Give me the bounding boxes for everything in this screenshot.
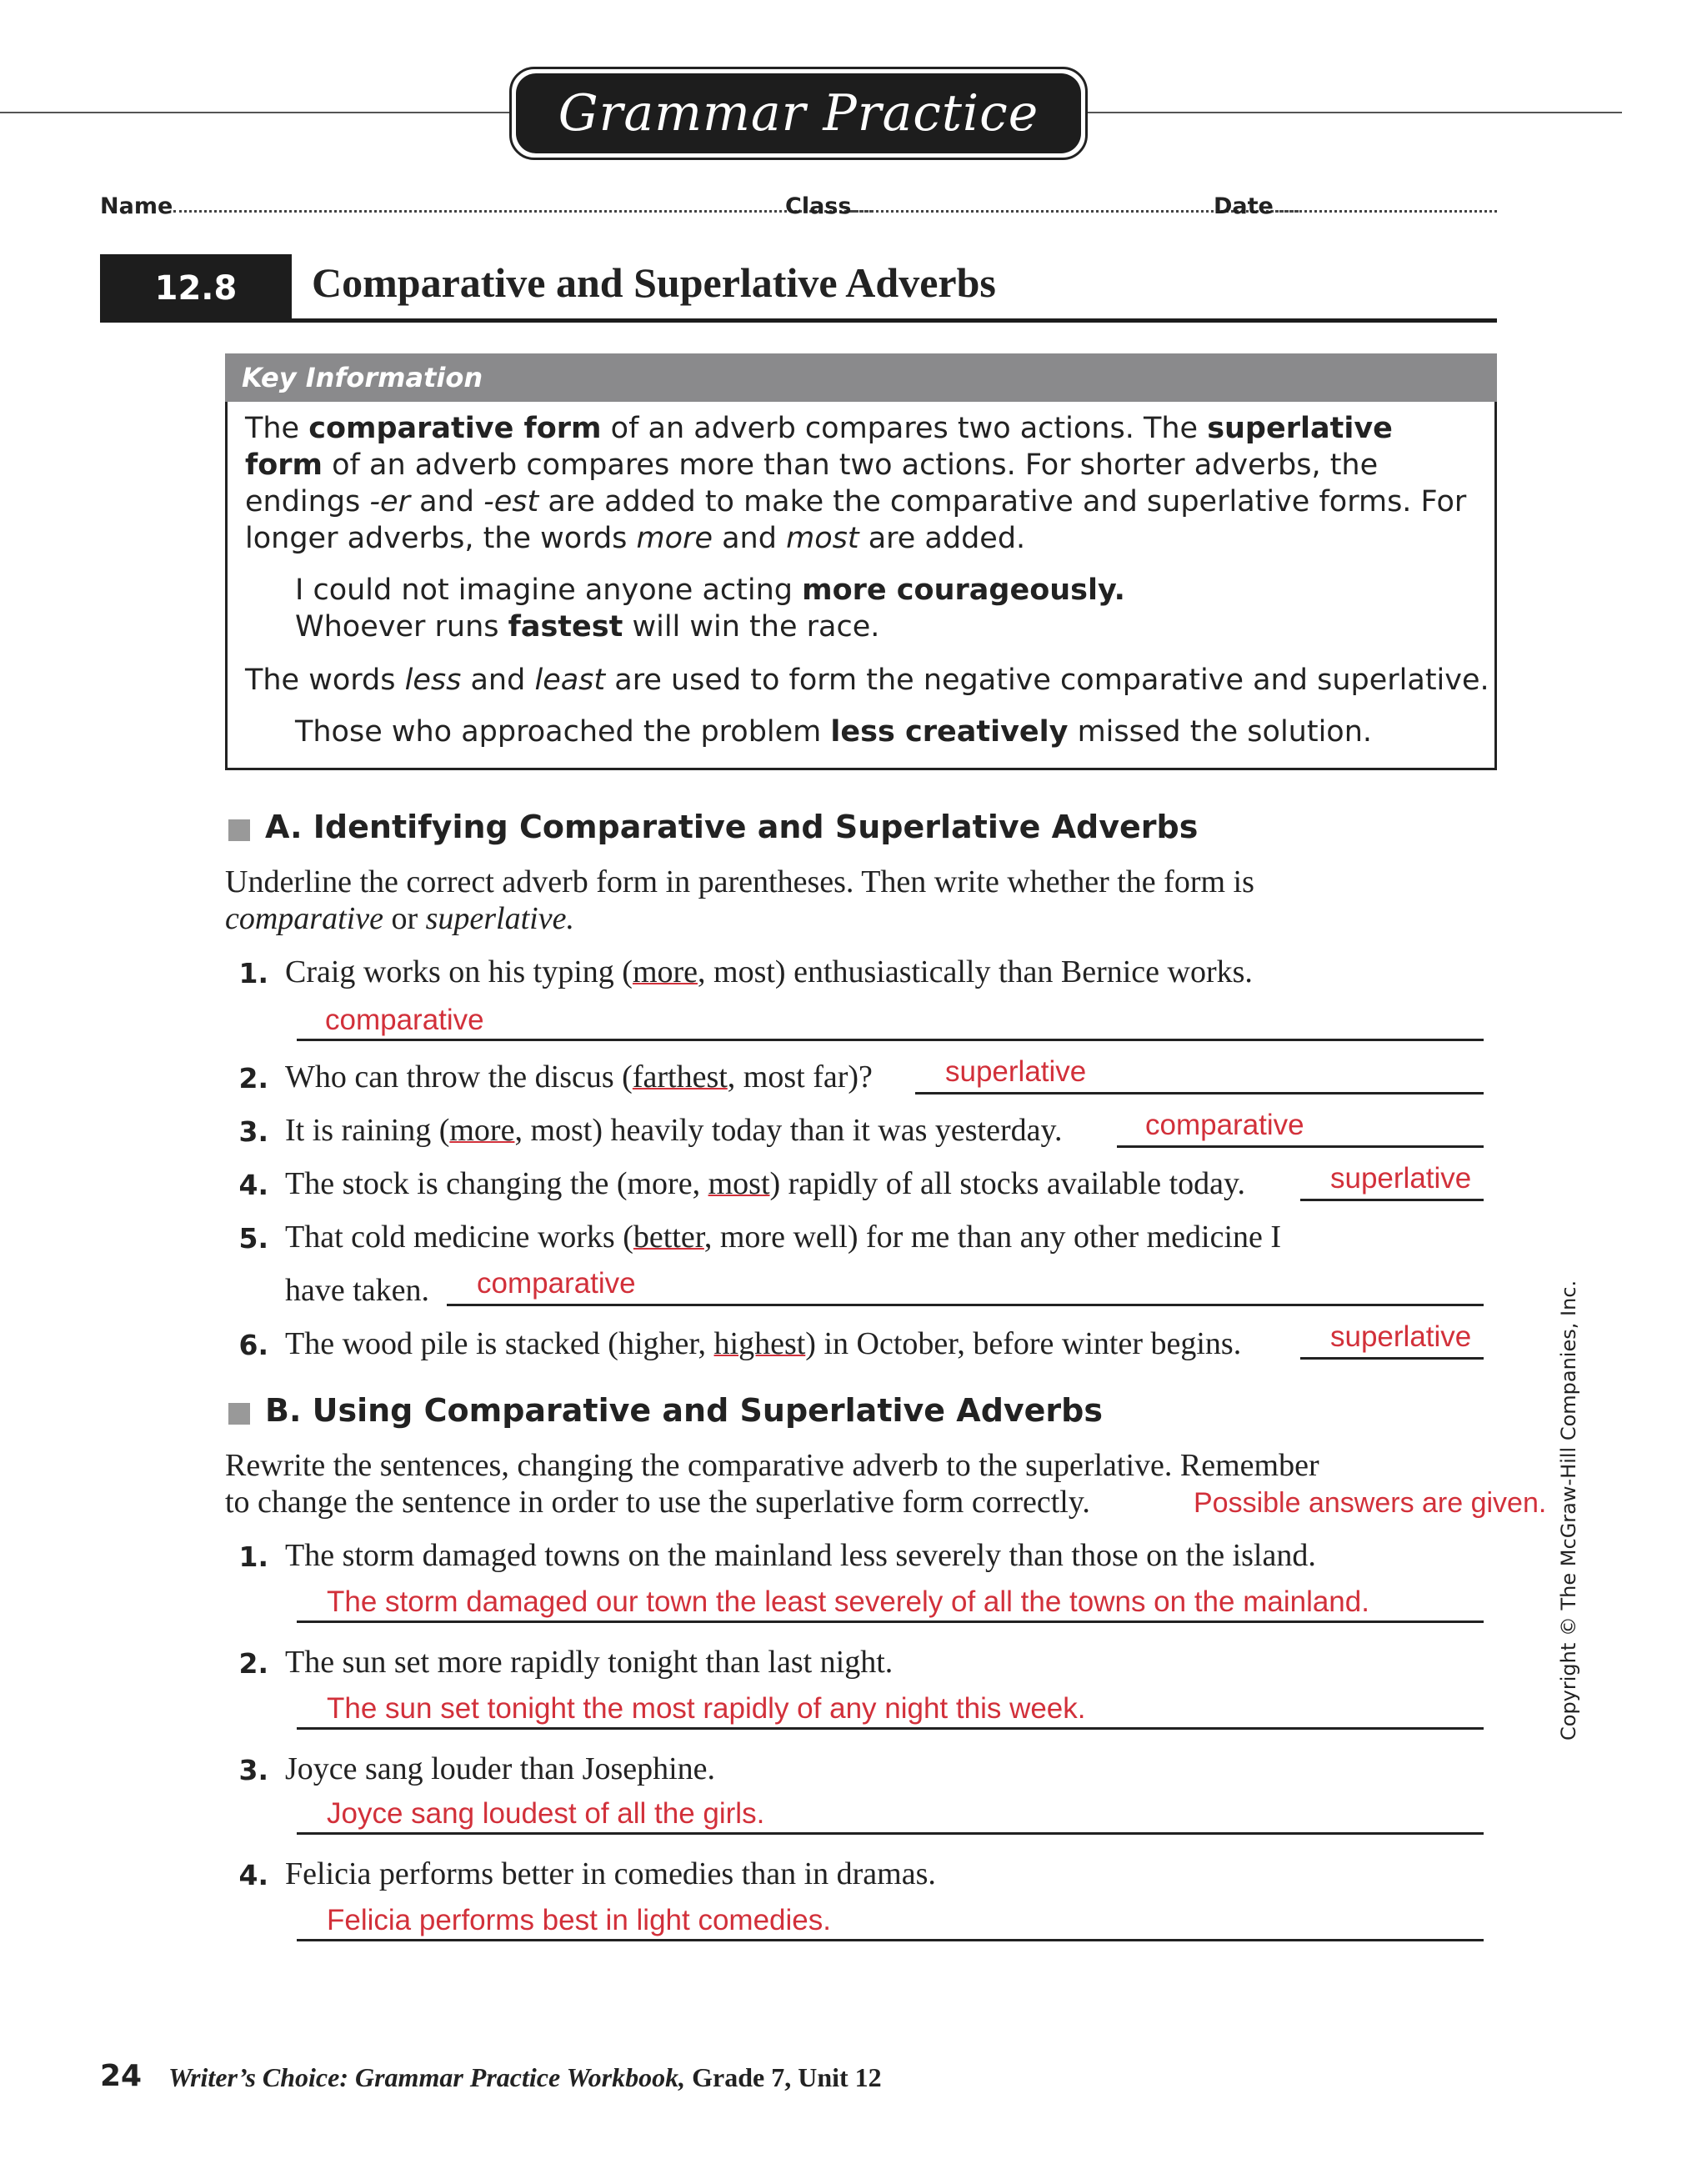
name-class-date-row <box>100 193 1497 227</box>
date-field[interactable] <box>1275 210 1497 213</box>
item-number: 4. <box>238 1169 268 1201</box>
section-b-title: B. Using Comparative and Superlative Adverbs <box>265 1392 1103 1429</box>
answer-text: superlative <box>945 1055 1087 1088</box>
underlined-choice: more <box>449 1113 515 1148</box>
item-number: 2. <box>238 1062 268 1095</box>
answer-text: The sun set tonight the most rapidly of any night this week. <box>327 1692 1086 1725</box>
question-text: The storm damaged towns on the mainland less severely than those on the island. <box>285 1538 1316 1573</box>
key-info-heading: Key Information <box>225 353 1497 402</box>
question-text: Who can throw the discus (farthest, most far)? <box>285 1059 873 1095</box>
key-info-example-3: Those who approached the problem less creatively missed the solution. <box>295 715 1373 749</box>
item-number: 3. <box>238 1115 268 1148</box>
item-number: 5. <box>238 1222 268 1255</box>
item-number: 4. <box>238 1859 268 1891</box>
question-text: It is raining (more, most) heavily today than it was yesterday. <box>285 1113 1063 1148</box>
lesson-title: Comparative and Superlative Adverbs <box>312 259 996 306</box>
question-text: The wood pile is stacked (higher, highest) in October, before winter begins. <box>285 1326 1242 1361</box>
answer-line[interactable] <box>1117 1145 1484 1148</box>
item-number: 3. <box>238 1754 268 1786</box>
answer-line[interactable] <box>915 1092 1484 1095</box>
answer-text: comparative <box>325 1004 484 1036</box>
section-b-marker <box>228 1403 250 1425</box>
section-a-marker <box>228 819 250 841</box>
copyright-notice: Copyright © The McGraw-Hill Companies, Inc. <box>1557 1280 1580 1741</box>
underlined-choice: more <box>632 954 698 989</box>
answer-text: The storm damaged our town the least severely of all the towns on the mainland. <box>327 1585 1369 1618</box>
item-number: 1. <box>238 957 268 989</box>
answers-note: Possible answers are given. <box>1194 1487 1547 1519</box>
name-field[interactable] <box>173 210 872 213</box>
answer-text: comparative <box>477 1267 636 1300</box>
lesson-number: 12.8 <box>100 254 292 323</box>
question-text: The sun set more rapidly tonight than last night. <box>285 1645 894 1680</box>
question-text: Craig works on his typing (more, most) enthusiastically than Bernice works. <box>285 954 1253 989</box>
key-info-example-1: I could not imagine anyone acting more courageously. <box>295 574 1125 607</box>
underlined-choice: most <box>708 1166 770 1201</box>
question-text: Joyce sang louder than Josephine. <box>285 1751 716 1786</box>
lesson-rule <box>292 318 1497 323</box>
underlined-choice: farthest <box>632 1059 728 1095</box>
key-info-paragraph-2: The words less and least are used to form the negative comparative and superlative. <box>245 664 1489 697</box>
page-number: 24 <box>100 2059 143 2093</box>
item-number: 2. <box>238 1647 268 1680</box>
item-number: 1. <box>238 1540 268 1573</box>
class-label: Class <box>785 193 852 219</box>
answer-text: Joyce sang loudest of all the girls. <box>327 1797 765 1830</box>
banner-title: Grammar Practice <box>516 73 1081 153</box>
answer-line[interactable] <box>447 1304 1484 1306</box>
answer-line[interactable] <box>297 1620 1484 1623</box>
answer-text: superlative <box>1330 1162 1472 1195</box>
underlined-choice: better <box>633 1220 704 1255</box>
answer-line[interactable] <box>297 1727 1484 1730</box>
key-info-paragraph-1: The comparative form of an adverb compares two actions. The superlative form of an adverb compares more than two actions. For shorter adverbs, the endings -er and -est are added to make the comparative and superlative forms. For longer adverbs, the words more and most are added. <box>245 412 1467 555</box>
footer-title: Writer’s Choice: Grammar Practice Workbook, Grade 7, Unit 12 <box>168 2062 882 2092</box>
answer-text: superlative <box>1330 1320 1472 1353</box>
answer-text: comparative <box>1145 1109 1304 1141</box>
item-number: 6. <box>238 1329 268 1361</box>
question-text-continued: have taken. <box>285 1273 430 1308</box>
answer-line[interactable] <box>297 1832 1484 1835</box>
answer-line[interactable] <box>1300 1357 1484 1360</box>
question-text: That cold medicine works (better, more well) for me than any other medicine I <box>285 1220 1282 1255</box>
question-text: Felicia performs better in comedies than in dramas. <box>285 1856 936 1891</box>
key-info-example-2: Whoever runs fastest will win the race. <box>295 610 880 644</box>
answer-line[interactable] <box>297 1039 1484 1041</box>
name-label: Name <box>100 193 173 219</box>
answer-text: Felicia performs best in light comedies. <box>327 1904 831 1936</box>
section-b-instructions: Rewrite the sentences, changing the comparative adverb to the superlative. Remember to change the sentence in order to use the superlative form correctly. <box>225 1448 1319 1520</box>
answer-line[interactable] <box>297 1939 1484 1941</box>
answer-line[interactable] <box>1300 1199 1484 1201</box>
question-text: The stock is changing the (more, most) rapidly of all stocks available today. <box>285 1166 1246 1201</box>
underlined-choice: highest <box>713 1326 806 1361</box>
section-a-title: A. Identifying Comparative and Superlative Adverbs <box>265 809 1199 845</box>
date-label: Date <box>1214 193 1274 219</box>
section-a-instructions: Underline the correct adverb form in parentheses. Then write whether the form is comparative or superlative. <box>225 864 1254 936</box>
